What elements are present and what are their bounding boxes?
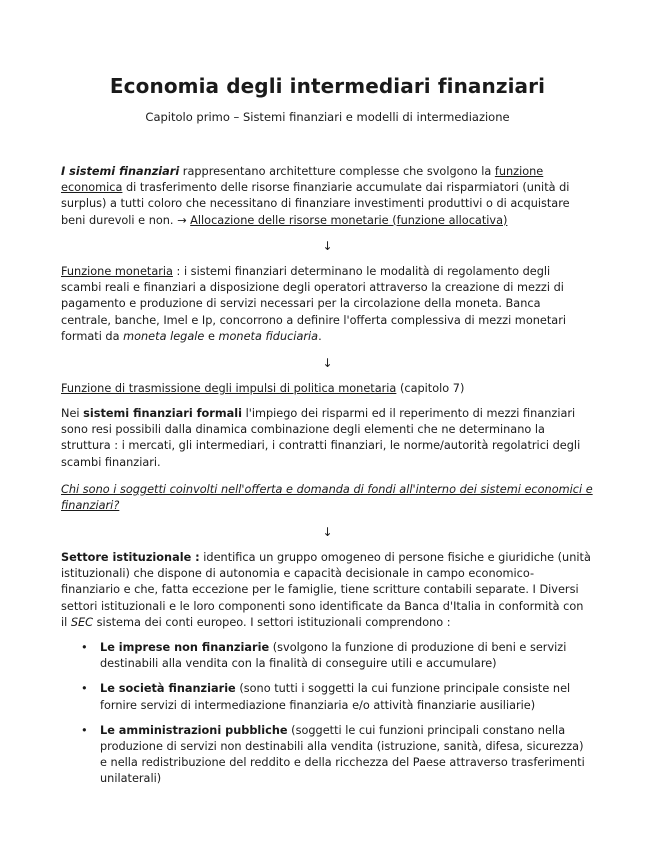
sistemi-finanziari-formali-term: sistemi finanziari formali — [83, 407, 243, 420]
paragraph-sistemi-formali — [61, 406, 593, 471]
term-sistemi-finanziari: I sistemi finanziari — [61, 165, 180, 178]
list-item-text: (soggetti le cui funzioni principali constano nella produzione di servizi non destinabili alla vendita (istruzione, sanità, difesa, sicurezza) e nella redistribuzione del reddito e della ricchezza del Paese attraverso trasferimenti unilaterali) — [100, 723, 585, 786]
question-soggetti-coinvolti: Chi sono i soggetti coinvolti nell'offerta e domanda di fondi all'interno dei sistemi economici e finanziari? — [61, 483, 593, 513]
paragraph-text: (capitolo 7) — [396, 382, 465, 395]
paragraph-sistemi-finanziari — [61, 164, 593, 229]
allocazione-risorse-link: Allocazione delle risorse monetarie (funzione allocativa) — [190, 213, 508, 227]
paragraph-text: e — [204, 329, 219, 343]
paragraph-text: sistema dei conti europeo. I settori istituzionali comprendono : — [93, 615, 451, 629]
paragraph-text: : i sistemi finanziari determinano le modalità di regolamento degli scambi reali e finanziari a disposizione degli operatori attraverso la creazione di mezzi di pagamento e produzione di servizi necessari per la circolazione della moneta. Banca centrale, banche, Imel e Ip, concorrono a definire l'offerta complessiva di mezzi monetari formati da — [61, 265, 566, 343]
list-item — [81, 681, 593, 713]
moneta-legale-term: moneta legale — [123, 329, 205, 343]
funzione-trasmissione-heading: Funzione di trasmissione degli impulsi di politica monetaria — [61, 382, 397, 395]
bullet-icon: • — [81, 723, 88, 737]
paragraph-text: Nei — [61, 407, 84, 420]
paragraph-funzione-monetaria — [61, 264, 593, 345]
list-item-text: (svolgono la funzione di produzione di beni e servizi destinabili alla vendita con la finalità di conseguire utili e accumulare) — [100, 641, 567, 671]
list-item-text: (sono tutti i soggetti la cui funzione principale consiste nel fornire servizi di intermediazione finanziaria e/o attività finanziarie ausiliarie) — [100, 682, 571, 712]
document-subtitle: Capitolo primo – Sistemi finanziari e modelli di intermediazione — [145, 110, 510, 124]
settori-istituzionali-list — [81, 640, 593, 797]
funzione-monetaria-heading: Funzione monetaria — [61, 265, 173, 278]
document-title: Economia degli intermediari finanziari — [109, 74, 546, 98]
right-arrow-icon: → — [177, 213, 191, 227]
down-arrow-icon: ↓ — [322, 239, 333, 253]
list-item-title: Le imprese non finanziarie — [100, 641, 270, 654]
bullet-icon: • — [81, 641, 88, 654]
list-item-title: Le amministrazioni pubbliche — [100, 723, 288, 737]
list-item-title: Le società finanziarie — [100, 682, 236, 696]
down-arrow-icon: ↓ — [322, 356, 333, 370]
paragraph-text: identifica un gruppo omogeneo di persone fisiche e giuridiche (unità istituzionali) che dispone di autonomia e capacità decisionale in campo economico-finanziario e che, fatta eccezione per le famiglie, tiene scritture contabili separate. I Diversi settori istituzionali e le loro componenti sono identificate da Banca d'Italia in conformità con il — [61, 551, 591, 629]
bullet-icon: • — [81, 682, 88, 696]
paragraph-text: . — [318, 329, 322, 343]
paragraph-text: l'impiego dei risparmi ed il reperimento di mezzi finanziari sono resi possibili dalla dinamica combinazione degli elementi che ne determinano la struttura : i mercati, gli intermediari, i contratti finanziari, le norme/autorità regolatrici degli scambi finanziari. — [61, 407, 581, 469]
list-item — [81, 723, 593, 788]
sec-term: SEC — [70, 615, 94, 629]
paragraph-text: rappresentano architetture complesse che svolgono la — [179, 165, 495, 178]
paragraph-funzione-trasmissione — [61, 381, 593, 397]
list-item — [81, 640, 593, 672]
moneta-fiduciaria-term: moneta fiduciaria — [218, 329, 319, 343]
down-arrow-icon: ↓ — [322, 525, 333, 539]
paragraph-settore-istituzionale — [61, 550, 593, 631]
funzione-economica-link: funzione economica — [61, 165, 544, 195]
paragraph-text: di trasferimento delle risorse finanziarie accumulate dai risparmiatori (unità di surplus) a tutti coloro che necessitano di finanziare investimenti produttivi o di acquistare beni durevoli e non. — [61, 181, 570, 227]
settore-istituzionale-term: Settore istituzionale : — [61, 551, 200, 564]
